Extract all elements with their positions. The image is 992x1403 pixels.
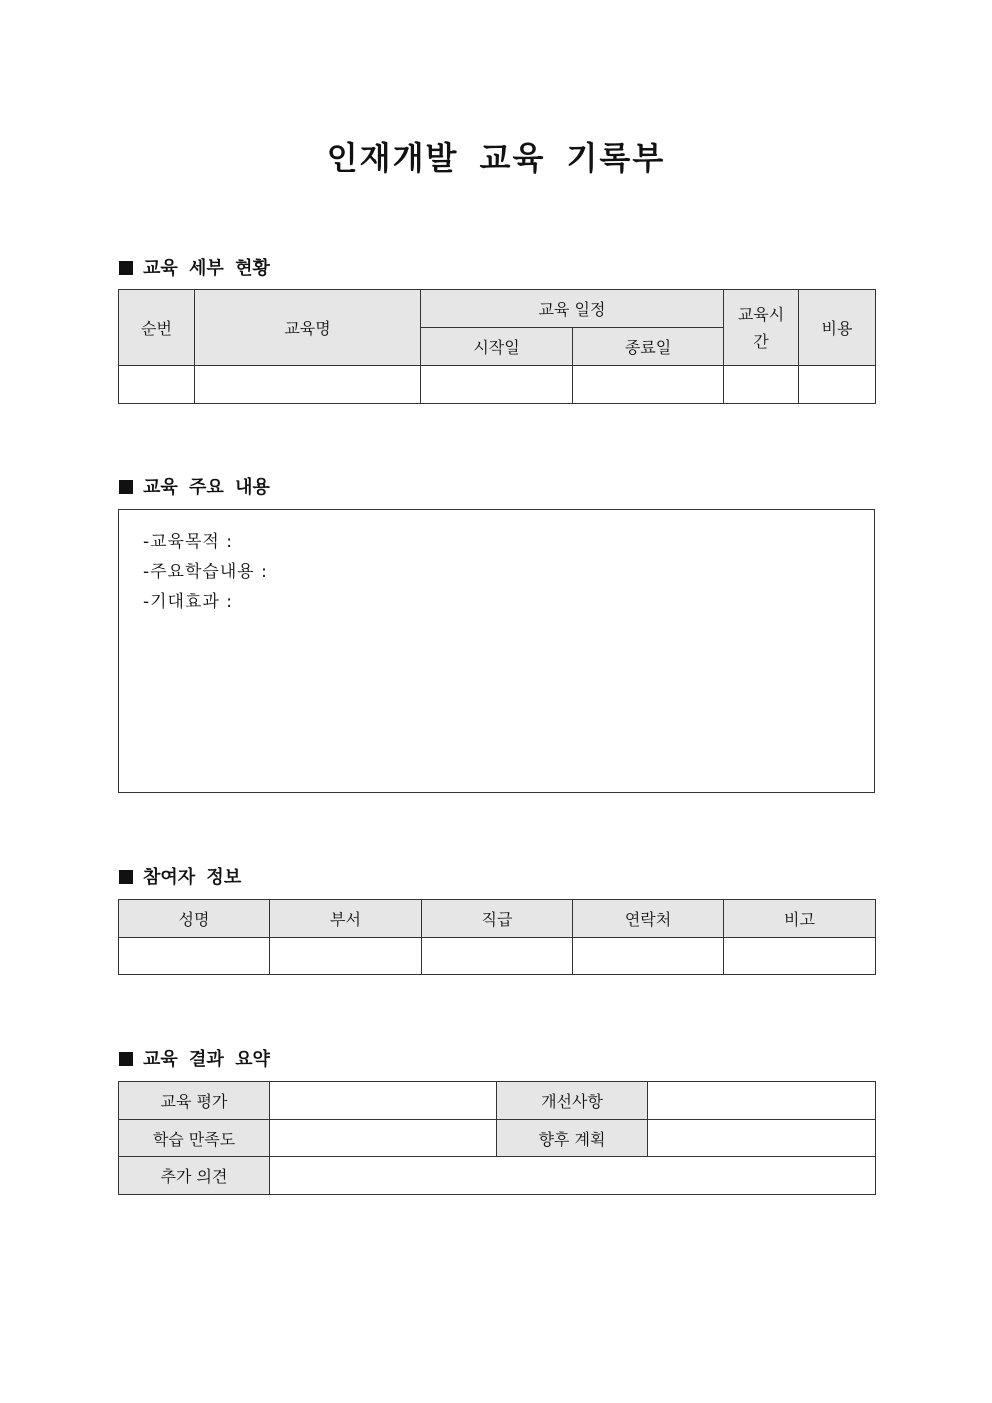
page-title: 인재개발 교육 기록부: [326, 139, 666, 177]
section-heading-participants: [119, 863, 241, 889]
results-summary-table: [118, 1081, 876, 1195]
label-evaluation: 교육 평가: [119, 1082, 270, 1120]
cell-name[interactable]: [119, 938, 270, 975]
header-position: 직급: [422, 900, 573, 938]
content-line-purpose: -교육목적 :: [143, 532, 233, 552]
section-heading-label: 교육 주요 내용: [143, 477, 270, 498]
section-heading-main-content: [119, 473, 270, 499]
section-heading-results: [119, 1045, 270, 1071]
section-heading-label: 교육 결과 요약: [143, 1049, 270, 1070]
header-department: 부서: [270, 900, 422, 938]
cell-start-date[interactable]: [421, 366, 573, 404]
square-bullet-icon: [119, 870, 133, 884]
cell-department[interactable]: [270, 938, 422, 975]
cell-evaluation[interactable]: [270, 1082, 497, 1120]
square-bullet-icon: [119, 1052, 133, 1066]
label-satisfaction: 학습 만족도: [119, 1120, 270, 1157]
main-content-box[interactable]: [118, 509, 875, 793]
course-details-table: [118, 289, 876, 404]
header-schedule: 교육 일정: [421, 290, 724, 328]
header-end-date: 종료일: [573, 328, 724, 366]
header-course-name: 교육명: [195, 290, 421, 366]
header-hours-line1: 교육시: [737, 304, 785, 324]
participants-table: [118, 899, 876, 975]
cell-hours[interactable]: [724, 366, 799, 404]
header-contact: 연락처: [573, 900, 724, 938]
header-hours: [724, 290, 799, 366]
header-start-date: 시작일: [421, 328, 573, 366]
cell-improvement[interactable]: [648, 1082, 876, 1120]
label-improvement: 개선사항: [497, 1082, 648, 1120]
cell-contact[interactable]: [573, 938, 724, 975]
label-future-plan: 향후 계획: [497, 1120, 648, 1157]
square-bullet-icon: [119, 480, 133, 494]
section-heading-course-details: [119, 254, 270, 280]
cell-future-plan[interactable]: [648, 1120, 876, 1157]
header-remarks: 비고: [724, 900, 876, 938]
cell-satisfaction[interactable]: [270, 1120, 497, 1157]
table-row: [119, 366, 876, 404]
cell-course-name[interactable]: [195, 366, 421, 404]
cell-position[interactable]: [422, 938, 573, 975]
cell-cost[interactable]: [799, 366, 876, 404]
header-name: 성명: [119, 900, 270, 938]
cell-remarks[interactable]: [724, 938, 876, 975]
label-additional: 추가 의견: [119, 1157, 270, 1195]
cell-additional[interactable]: [270, 1157, 876, 1195]
cell-end-date[interactable]: [573, 366, 724, 404]
section-heading-label: 교육 세부 현황: [143, 258, 270, 279]
content-line-learning: -주요학습내용 :: [143, 562, 268, 582]
header-hours-line2: 간: [753, 331, 769, 351]
header-no: 순번: [119, 290, 195, 366]
section-heading-label: 참여자 정보: [143, 867, 242, 888]
content-line-effect: -기대효과 :: [143, 592, 233, 612]
header-cost: 비용: [799, 290, 876, 366]
cell-no[interactable]: [119, 366, 195, 404]
square-bullet-icon: [119, 261, 133, 275]
table-row: [119, 938, 876, 975]
